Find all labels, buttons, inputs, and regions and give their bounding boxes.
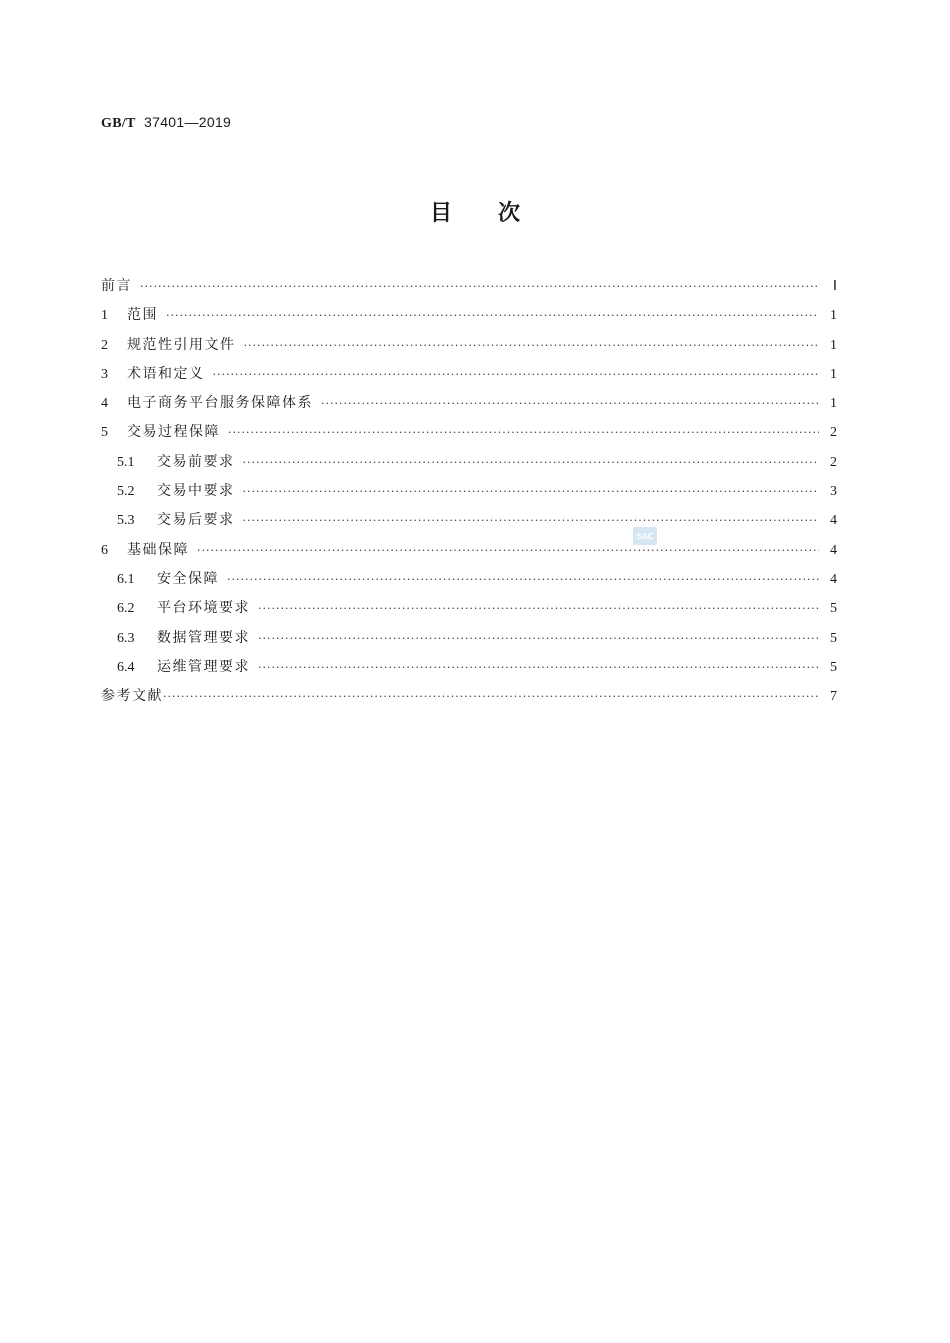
toc-entry-label: 前言 [101, 278, 132, 294]
toc-entry[interactable] [101, 656, 837, 685]
standard-prefix: GB/T [101, 116, 136, 131]
toc-entry-page: 5 [830, 659, 837, 675]
toc-entry-number: 1 [101, 308, 108, 324]
toc-leader-dots [321, 397, 819, 410]
toc-leader-dots [258, 661, 819, 674]
toc-entry[interactable] [101, 597, 837, 626]
toc-entry[interactable] [101, 451, 837, 480]
toc-leader-dots [243, 514, 820, 527]
toc-entry[interactable] [101, 421, 837, 450]
toc-entry-page: 1 [830, 396, 837, 412]
toc-entry-page: Ⅰ [832, 279, 837, 294]
toc-leader-dots [258, 632, 819, 645]
toc-entry[interactable] [101, 568, 837, 597]
toc-entry-number: 4 [101, 396, 108, 412]
toc-entry-page: 1 [830, 366, 837, 382]
standard-code [101, 114, 231, 132]
toc-entry-label: 交易后要求 [157, 512, 235, 529]
toc-entry-label: 基础保障 [127, 541, 189, 558]
toc-leader-dots [243, 456, 820, 469]
toc-entry-number: 5.1 [117, 454, 135, 470]
page-title: 目次 [429, 201, 566, 226]
toc-leader-dots [197, 544, 819, 557]
toc-entry-page: 5 [830, 601, 837, 617]
toc-entry-number: 6.4 [117, 659, 135, 675]
toc-entry-page: 4 [830, 542, 837, 558]
toc-entry[interactable] [101, 304, 837, 333]
toc-leader-dots [140, 280, 819, 293]
toc-entry-label: 安全保障 [157, 570, 219, 587]
table-of-contents [101, 275, 837, 714]
toc-entry-number: 5.3 [117, 513, 135, 529]
toc-entry-number: 6 [101, 542, 108, 558]
toc-entry-page: 2 [830, 454, 837, 470]
toc-entry-label: 规范性引用文件 [127, 336, 236, 353]
toc-entry[interactable] [101, 480, 837, 509]
toc-entry-label: 交易前要求 [157, 453, 235, 470]
toc-entry-page: 7 [830, 689, 837, 705]
toc-entry[interactable] [101, 627, 837, 656]
toc-entry-number: 6.1 [117, 571, 135, 587]
toc-entry-label: 术语和定义 [127, 365, 205, 382]
toc-leader-dots [213, 368, 820, 381]
toc-entry[interactable] [101, 334, 837, 363]
toc-entry[interactable] [101, 275, 837, 304]
toc-leader-dots [163, 690, 819, 703]
toc-entry-page: 5 [830, 630, 837, 646]
toc-entry-label: 交易过程保障 [127, 424, 220, 441]
toc-entry[interactable] [101, 363, 837, 392]
toc-leader-dots [227, 573, 819, 586]
toc-entry-label: 交易中要求 [157, 483, 235, 500]
toc-entry[interactable] [101, 539, 837, 568]
toc-entry[interactable] [101, 509, 837, 538]
toc-entry-label: 运维管理要求 [157, 658, 250, 675]
toc-leader-dots [166, 309, 819, 322]
toc-entry-label: 电子商务平台服务保障体系 [127, 395, 313, 412]
toc-entry-page: 1 [830, 337, 837, 353]
watermark-text: SAC [636, 531, 654, 541]
toc-entry-page: 2 [830, 425, 837, 441]
watermark-logo [633, 527, 657, 545]
toc-entry-number: 5.2 [117, 484, 135, 500]
toc-entry-page: 3 [830, 484, 837, 500]
toc-leader-dots [244, 339, 820, 352]
toc-entry-number: 6.2 [117, 601, 135, 617]
toc-entry-number: 6.3 [117, 630, 135, 646]
toc-leader-dots [258, 602, 819, 615]
toc-leader-dots [228, 426, 819, 439]
toc-entry-label: 参考文献 [101, 688, 163, 705]
toc-entry-page: 1 [830, 308, 837, 324]
toc-entry-label: 范围 [127, 307, 158, 324]
toc-entry-label: 数据管理要求 [157, 629, 250, 646]
standard-number: 37401—2019 [144, 114, 232, 130]
toc-entry[interactable] [101, 685, 837, 714]
toc-entry[interactable] [101, 392, 837, 421]
toc-entry-number: 3 [101, 366, 108, 382]
toc-leader-dots [243, 485, 820, 498]
toc-entry-label: 平台环境要求 [157, 600, 250, 617]
toc-entry-page: 4 [830, 571, 837, 587]
toc-entry-page: 4 [830, 513, 837, 529]
toc-entry-number: 2 [101, 337, 108, 353]
toc-entry-number: 5 [101, 425, 108, 441]
